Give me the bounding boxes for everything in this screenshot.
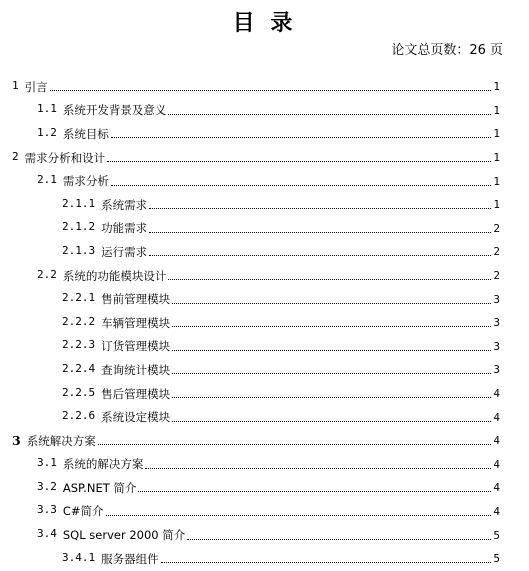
toc-leader-dots xyxy=(172,373,491,374)
toc-entry-page: 1 xyxy=(493,151,500,165)
toc-entry-label xyxy=(62,409,170,425)
toc-entry-number: 2.1.3 xyxy=(62,243,96,257)
toc-entry-page: 3 xyxy=(493,316,500,330)
toc-entry-page: 3 xyxy=(493,339,500,353)
toc-leader-dots xyxy=(107,161,491,162)
toc-entry-page: 5 xyxy=(493,528,500,542)
toc-entry-number: 1.1 xyxy=(37,102,57,116)
toc-entry-label xyxy=(37,480,136,496)
toc-leader-dots xyxy=(172,350,491,351)
toc-entry[interactable] xyxy=(12,547,500,571)
toc-entry-text: 查询统计模块 xyxy=(101,362,171,377)
toc-entry[interactable] xyxy=(12,99,500,123)
toc-entry[interactable] xyxy=(12,264,500,288)
toc-entry-number: 2.2.2 xyxy=(62,314,96,328)
toc-entry-text: 需求分析 xyxy=(62,174,109,189)
toc-entry-text: 系统目标 xyxy=(62,126,109,141)
toc-entry[interactable] xyxy=(12,217,500,241)
toc-entry-text: 系统的解决方案 xyxy=(62,457,144,472)
toc-entry-text: 售后管理模块 xyxy=(101,386,171,401)
toc-leader-dots xyxy=(161,562,492,563)
toc-entry-page: 1 xyxy=(493,198,500,212)
toc-entry[interactable] xyxy=(12,169,500,193)
toc-entry-number: 1 xyxy=(12,78,19,92)
toc-entry-number: 2.2.4 xyxy=(62,361,96,375)
toc-leader-dots xyxy=(168,114,491,115)
toc-entry-label xyxy=(62,338,170,354)
toc-entry-text: 功能需求 xyxy=(101,221,148,236)
toc-entry[interactable] xyxy=(12,75,500,99)
toc-entry-number: 3 xyxy=(12,432,21,448)
toc-leader-dots xyxy=(187,539,491,540)
toc-entry-text: 系统需求 xyxy=(101,197,148,212)
table-of-contents xyxy=(12,75,500,570)
toc-entry[interactable] xyxy=(12,193,500,217)
toc-entry-page: 4 xyxy=(493,457,500,471)
toc-entry-label xyxy=(37,268,166,284)
toc-entry-page: 5 xyxy=(493,552,500,566)
toc-entry-page: 1 xyxy=(493,174,500,188)
toc-leader-dots xyxy=(50,90,492,91)
toc-entry-number: 1.2 xyxy=(37,125,57,139)
toc-entry-label xyxy=(37,173,109,189)
toc-leader-dots xyxy=(172,421,491,422)
toc-entry[interactable] xyxy=(12,335,500,359)
toc-entry[interactable] xyxy=(12,476,500,500)
toc-entry-number: 3.2 xyxy=(37,479,57,493)
toc-entry-label xyxy=(37,126,109,142)
toc-entry-text: 运行需求 xyxy=(101,244,148,259)
toc-entry-page: 3 xyxy=(493,292,500,306)
toc-entry-text: 系统设定模块 xyxy=(101,410,171,425)
toc-entry[interactable] xyxy=(12,240,500,264)
toc-entry[interactable] xyxy=(12,429,500,453)
toc-entry-label xyxy=(12,150,105,166)
toc-entry[interactable] xyxy=(12,453,500,477)
toc-entry-number: 3.4 xyxy=(37,527,57,541)
toc-entry-number: 2.2.6 xyxy=(62,409,96,423)
toc-entry-page: 1 xyxy=(493,103,500,117)
toc-entry-label xyxy=(62,362,170,378)
toc-entry-text: 车辆管理模块 xyxy=(101,315,171,330)
toc-entry-number: 2.1 xyxy=(37,173,57,187)
toc-entry-text: 引言 xyxy=(24,79,48,94)
toc-entry[interactable] xyxy=(12,500,500,524)
toc-entry-number: 2 xyxy=(12,149,19,163)
toc-entry-text: ASP.NET 简介 xyxy=(62,480,137,495)
toc-entry-page: 1 xyxy=(493,80,500,94)
toc-entry-text: C#简介 xyxy=(62,504,104,519)
toc-leader-dots xyxy=(172,326,491,327)
toc-entry[interactable] xyxy=(12,358,500,382)
toc-entry-label xyxy=(37,102,166,118)
toc-entry-label xyxy=(37,456,143,472)
toc-entry-page: 2 xyxy=(493,245,500,259)
toc-entry-page: 4 xyxy=(493,434,500,448)
toc-entry-number: 2.2.3 xyxy=(62,338,96,352)
toc-leader-dots xyxy=(172,303,491,304)
total-pages-label: 论文总页数：26 页 xyxy=(391,43,503,58)
toc-entry-label xyxy=(62,386,170,402)
toc-entry-label xyxy=(37,527,185,543)
toc-entry-label xyxy=(12,79,48,95)
toc-entry-page: 4 xyxy=(493,504,500,518)
toc-entry-label xyxy=(62,551,159,567)
toc-entry[interactable] xyxy=(12,146,500,170)
toc-entry-text: SQL server 2000 简介 xyxy=(62,528,186,543)
toc-leader-dots xyxy=(172,397,491,398)
toc-entry-text: 系统的功能模块设计 xyxy=(62,268,167,283)
toc-entry-number: 2.1.1 xyxy=(62,196,96,210)
toc-entry-page: 2 xyxy=(493,221,500,235)
toc-entry-page: 4 xyxy=(493,387,500,401)
toc-entry-text: 售前管理模块 xyxy=(101,292,171,307)
toc-entry-label xyxy=(62,315,170,331)
toc-leader-dots xyxy=(98,444,492,445)
toc-entry-number: 2.2 xyxy=(37,267,57,281)
toc-leader-dots xyxy=(145,468,491,469)
toc-entry-text: 订货管理模块 xyxy=(101,339,171,354)
toc-entry-number: 3.4.1 xyxy=(62,550,96,564)
toc-entry-number: 3.1 xyxy=(37,456,57,470)
toc-entry-label xyxy=(62,291,170,307)
toc-leader-dots xyxy=(168,279,491,280)
toc-entry-number: 2.2.1 xyxy=(62,291,96,305)
toc-entry-number: 2.1.2 xyxy=(62,220,96,234)
toc-entry[interactable] xyxy=(12,523,500,547)
toc-leader-dots xyxy=(149,232,491,233)
toc-entry[interactable] xyxy=(12,382,500,406)
toc-entry[interactable] xyxy=(12,122,500,146)
toc-entry-text: 系统解决方案 xyxy=(26,433,96,448)
toc-entry-page: 2 xyxy=(493,269,500,283)
toc-entry-text: 服务器组件 xyxy=(101,551,159,566)
toc-leader-dots xyxy=(106,515,492,516)
toc-entry-label xyxy=(12,433,96,449)
toc-entry[interactable] xyxy=(12,287,500,311)
toc-entry-text: 需求分析和设计 xyxy=(24,150,106,165)
toc-entry[interactable] xyxy=(12,405,500,429)
toc-leader-dots xyxy=(111,185,492,186)
toc-entry-page: 3 xyxy=(493,363,500,377)
toc-entry-number: 3.3 xyxy=(37,503,57,517)
toc-entry-page: 4 xyxy=(493,481,500,495)
toc-entry-label xyxy=(37,503,104,519)
toc-entry-page: 1 xyxy=(493,127,500,141)
toc-leader-dots xyxy=(149,208,491,209)
toc-entry-label xyxy=(62,197,147,213)
toc-leader-dots xyxy=(111,137,492,138)
toc-entry-page: 4 xyxy=(493,410,500,424)
page-title: 目 录 xyxy=(232,10,297,36)
toc-entry-label xyxy=(62,220,147,236)
toc-leader-dots xyxy=(138,491,491,492)
toc-entry-text: 系统开发背景及意义 xyxy=(62,103,167,118)
toc-entry[interactable] xyxy=(12,311,500,335)
toc-leader-dots xyxy=(149,255,491,256)
toc-entry-label xyxy=(62,244,147,260)
toc-entry-number: 2.2.5 xyxy=(62,385,96,399)
